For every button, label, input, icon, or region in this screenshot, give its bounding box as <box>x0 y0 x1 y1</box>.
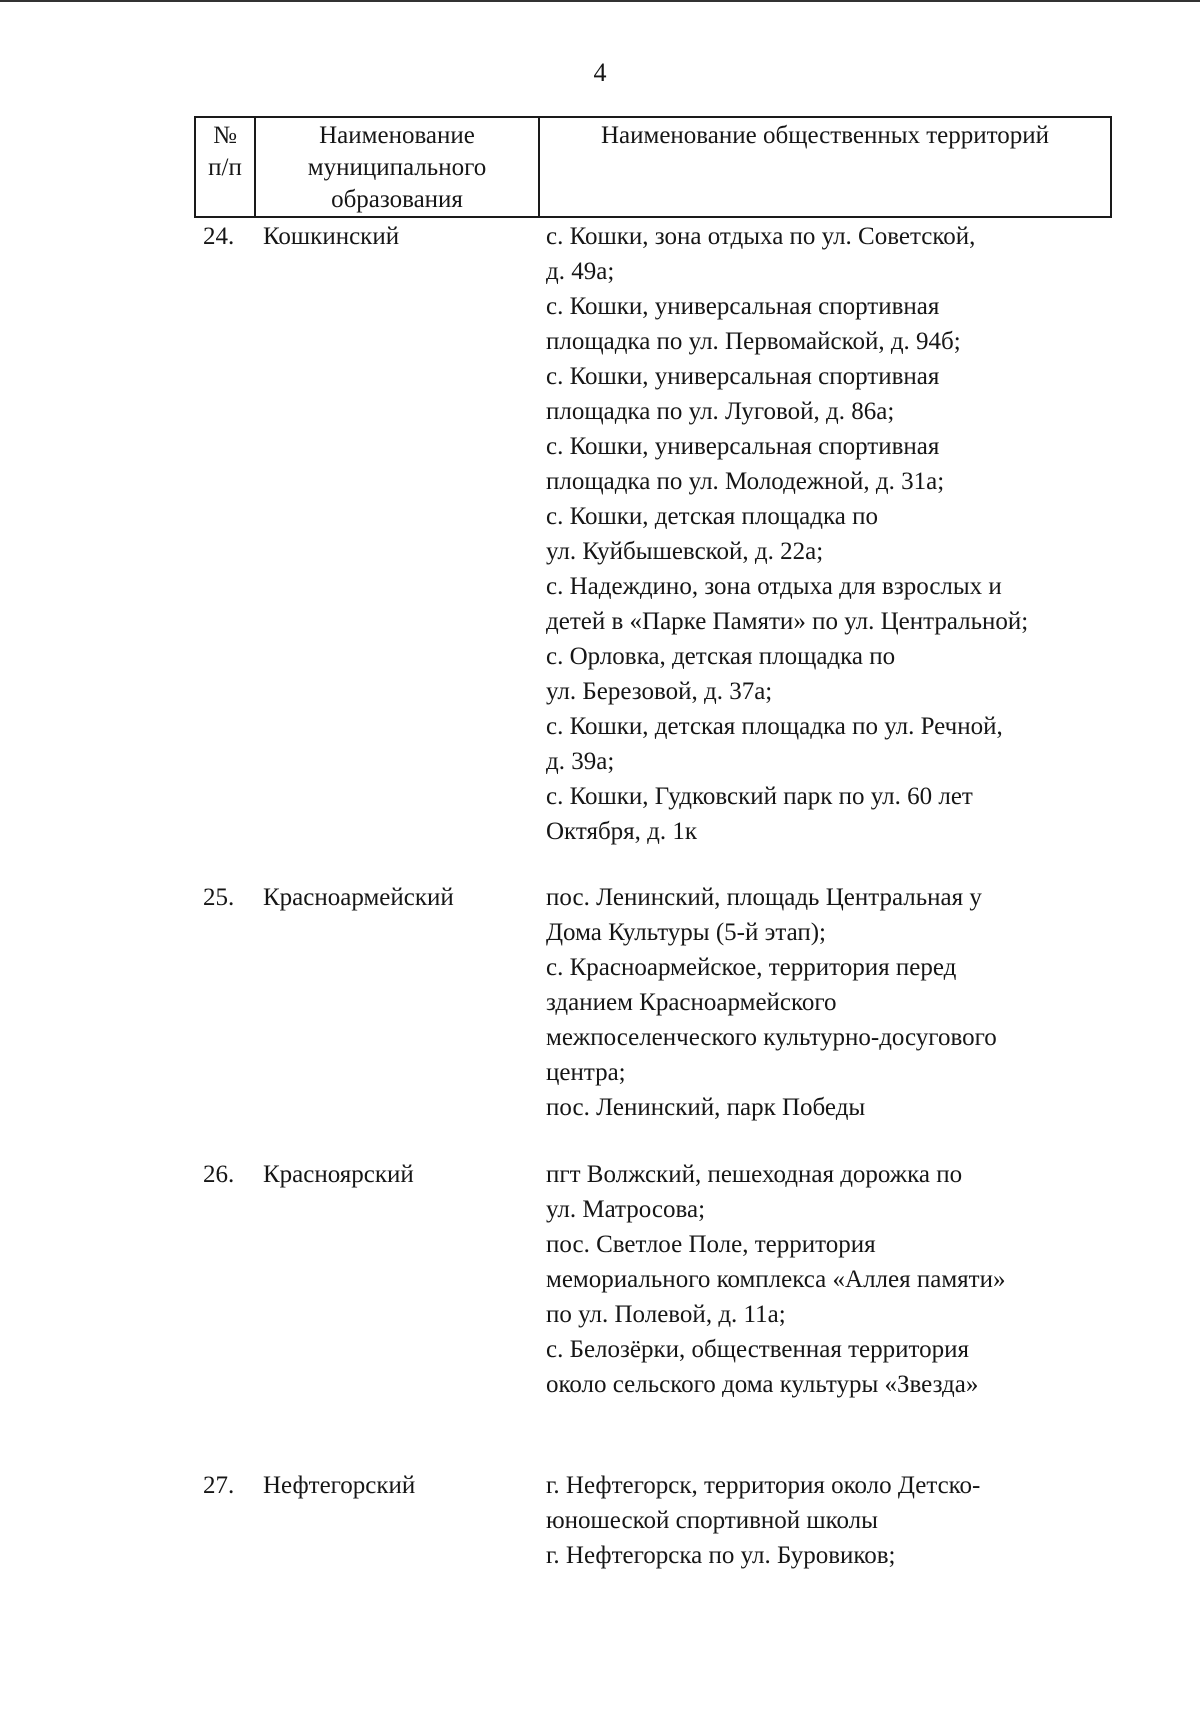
territory-line: Октября, д. 1к <box>546 818 698 845</box>
territory-line: пос. Светлое Поле, территория <box>546 1231 876 1258</box>
top-border-line <box>0 0 1200 2</box>
row-number: 26. <box>203 1161 235 1188</box>
row-territories <box>546 880 1116 1125</box>
territory-line: пос. Ленинский, парк Победы <box>546 1094 866 1121</box>
territory-line: Дома Культуры (5-й этап); <box>546 919 826 946</box>
territory-line: детей в «Парке Памяти» по ул. Центральной; <box>546 608 1029 635</box>
header-municipality-column <box>256 118 540 216</box>
row-territories <box>546 219 1116 849</box>
page-number: 4 <box>593 58 607 87</box>
header-municipality-line: образования <box>331 186 463 213</box>
row-municipality: Кошкинский <box>263 223 400 250</box>
header-number-line: п/п <box>208 154 242 181</box>
territory-line: д. 49а; <box>546 258 615 285</box>
territory-line: площадка по ул. Первомайской, д. 94б; <box>546 328 961 355</box>
header-number-line: № <box>213 122 237 149</box>
territory-line: с. Кошки, детская площадка по <box>546 503 878 530</box>
row-municipality: Красноярский <box>263 1161 414 1188</box>
territory-line: с. Кошки, детская площадка по ул. Речной, <box>546 713 1003 740</box>
row-territories <box>546 1468 1116 1573</box>
territory-line: мемориального комплекса «Аллея памяти» <box>546 1266 1006 1293</box>
territory-line: г. Нефтегорска по ул. Буровиков; <box>546 1542 896 1569</box>
territory-line: ул. Березовой, д. 37а; <box>546 678 773 705</box>
territory-line: площадка по ул. Молодежной, д. 31а; <box>546 468 945 495</box>
territory-line: ул. Куйбышевской, д. 22а; <box>546 538 824 565</box>
territory-line: с. Кошки, зона отдыха по ул. Советской, <box>546 223 976 250</box>
territory-line: ул. Матросова; <box>546 1196 706 1223</box>
territory-line: около сельского дома культуры «Звезда» <box>546 1371 979 1398</box>
territory-line: юношеской спортивной школы <box>546 1507 878 1534</box>
territory-line: д. 39а; <box>546 748 615 775</box>
territory-line: с. Красноармейское, территория перед <box>546 954 957 981</box>
territory-line: с. Кошки, универсальная спортивная <box>546 293 940 320</box>
territory-line: с. Кошки, Гудковский парк по ул. 60 лет <box>546 783 973 810</box>
row-number: 27. <box>203 1472 235 1499</box>
territory-line: г. Нефтегорск, территория около Детско- <box>546 1472 981 1499</box>
territory-line: пгт Волжский, пешеходная дорожка по <box>546 1161 963 1188</box>
header-municipality-line: Наименование <box>319 122 475 149</box>
header-number-column <box>196 118 256 216</box>
table-header <box>194 116 1112 218</box>
row-municipality: Нефтегорский <box>263 1472 416 1499</box>
header-territories-column <box>540 118 1110 216</box>
row-territories <box>546 1157 1116 1402</box>
header-municipality-line: муниципального <box>307 154 487 181</box>
territory-line: центра; <box>546 1059 626 1086</box>
territory-line: с. Кошки, универсальная спортивная <box>546 363 940 390</box>
territory-line: с. Кошки, универсальная спортивная <box>546 433 940 460</box>
territory-line: по ул. Полевой, д. 11а; <box>546 1301 786 1328</box>
territory-line: с. Орловка, детская площадка по <box>546 643 896 670</box>
territory-line: зданием Красноармейского <box>546 989 837 1016</box>
row-municipality: Красноармейский <box>263 884 454 911</box>
row-number: 24. <box>203 223 235 250</box>
territory-line: межпоселенческого культурно-досугового <box>546 1024 997 1051</box>
territory-line: площадка по ул. Луговой, д. 86а; <box>546 398 895 425</box>
territory-line: пос. Ленинский, площадь Центральная у <box>546 884 982 911</box>
territory-line: с. Надеждино, зона отдыха для взрослых и <box>546 573 1002 600</box>
row-number: 25. <box>203 884 235 911</box>
header-territories-line: Наименование общественных территорий <box>600 122 1050 149</box>
territory-line: с. Белозёрки, общественная территория <box>546 1336 969 1363</box>
